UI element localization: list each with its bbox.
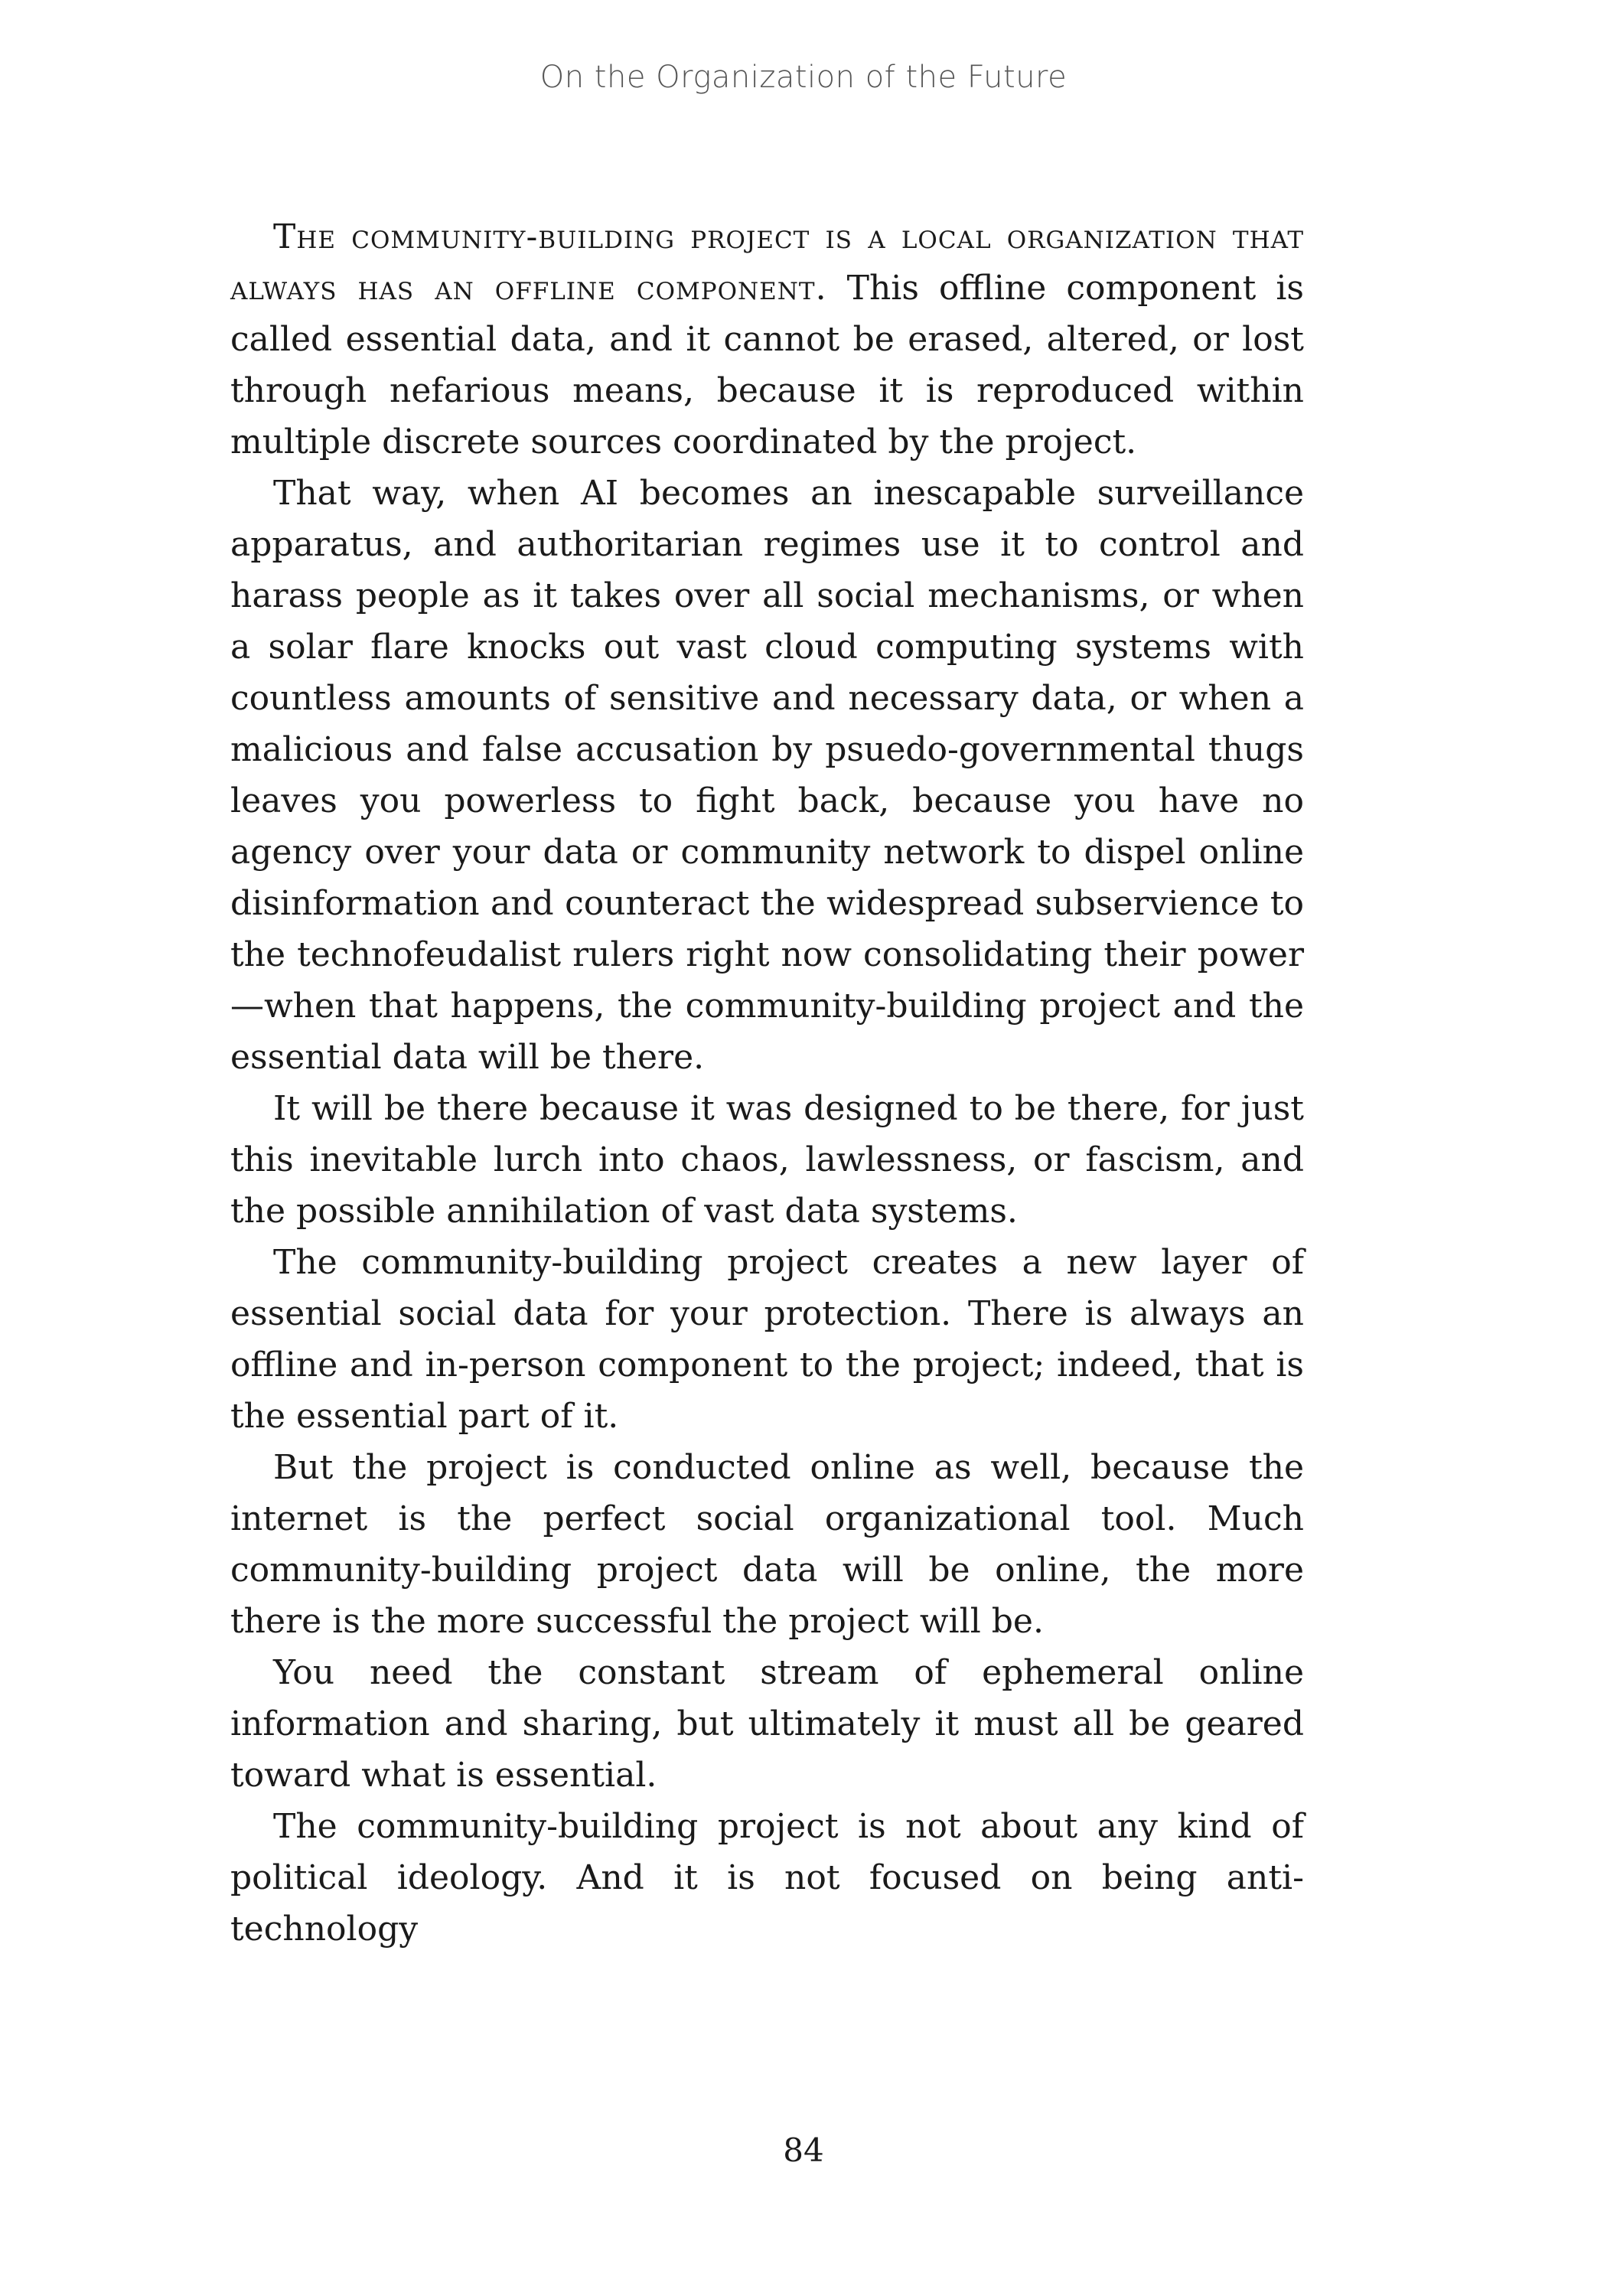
- paragraph: It will be there because it was designed to be there, for just this inevitable lurch into chaos, lawlessness, or fascism, and the possible annihilation of vast data systems.: [230, 1089, 1304, 1231]
- paragraph-text: This offline component is called essential data, and it cannot be erased, altered, or lost through nefarious means, because it is reproduced within multiple discrete sources coordinated by the project.: [230, 269, 1304, 461]
- page-body: [230, 211, 1304, 1955]
- paragraph: That way, when AI becomes an inescapable surveillance apparatus, and authoritarian regimes use it to control and harass people as it takes over all social mechanisms, or when a solar flare knocks out vast cloud computing systems with countless amounts of sensitive and necessary data, or when a malicious and false accusation by psuedo-governmental thugs leaves you powerless to fight back, because you have no agency over your data or community network to dispel online disinformation and counteract the widespread subservience to the technofeudalist rulers right now consolidating their power—when that happens, the community-building project and the essential data will be there.: [230, 474, 1304, 1077]
- paragraph: The community-building project creates a new layer of essential social data for your protection. There is always an offline and in-person component to the project; indeed, that is the essential part of it.: [230, 1243, 1304, 1436]
- paragraph-lead-in: The community-building project is a local organization that always has an offline component.: [230, 217, 1304, 308]
- paragraph: You need the constant stream of ephemeral online information and sharing, but ultimately it must all be geared toward what is essential.: [230, 1653, 1304, 1795]
- paragraph: The community-building project is not about any kind of political ideology. And it is not focused on being anti-technology: [230, 1807, 1304, 1949]
- page-number: 84: [783, 2131, 824, 2169]
- paragraph: But the project is conducted online as well, because the internet is the perfect social organizational tool. Much community-building project data will be online, the more there is the more successful the project will be.: [230, 1448, 1304, 1641]
- running-header: On the Organization of the Future: [539, 60, 1068, 95]
- paragraph: [230, 211, 1304, 468]
